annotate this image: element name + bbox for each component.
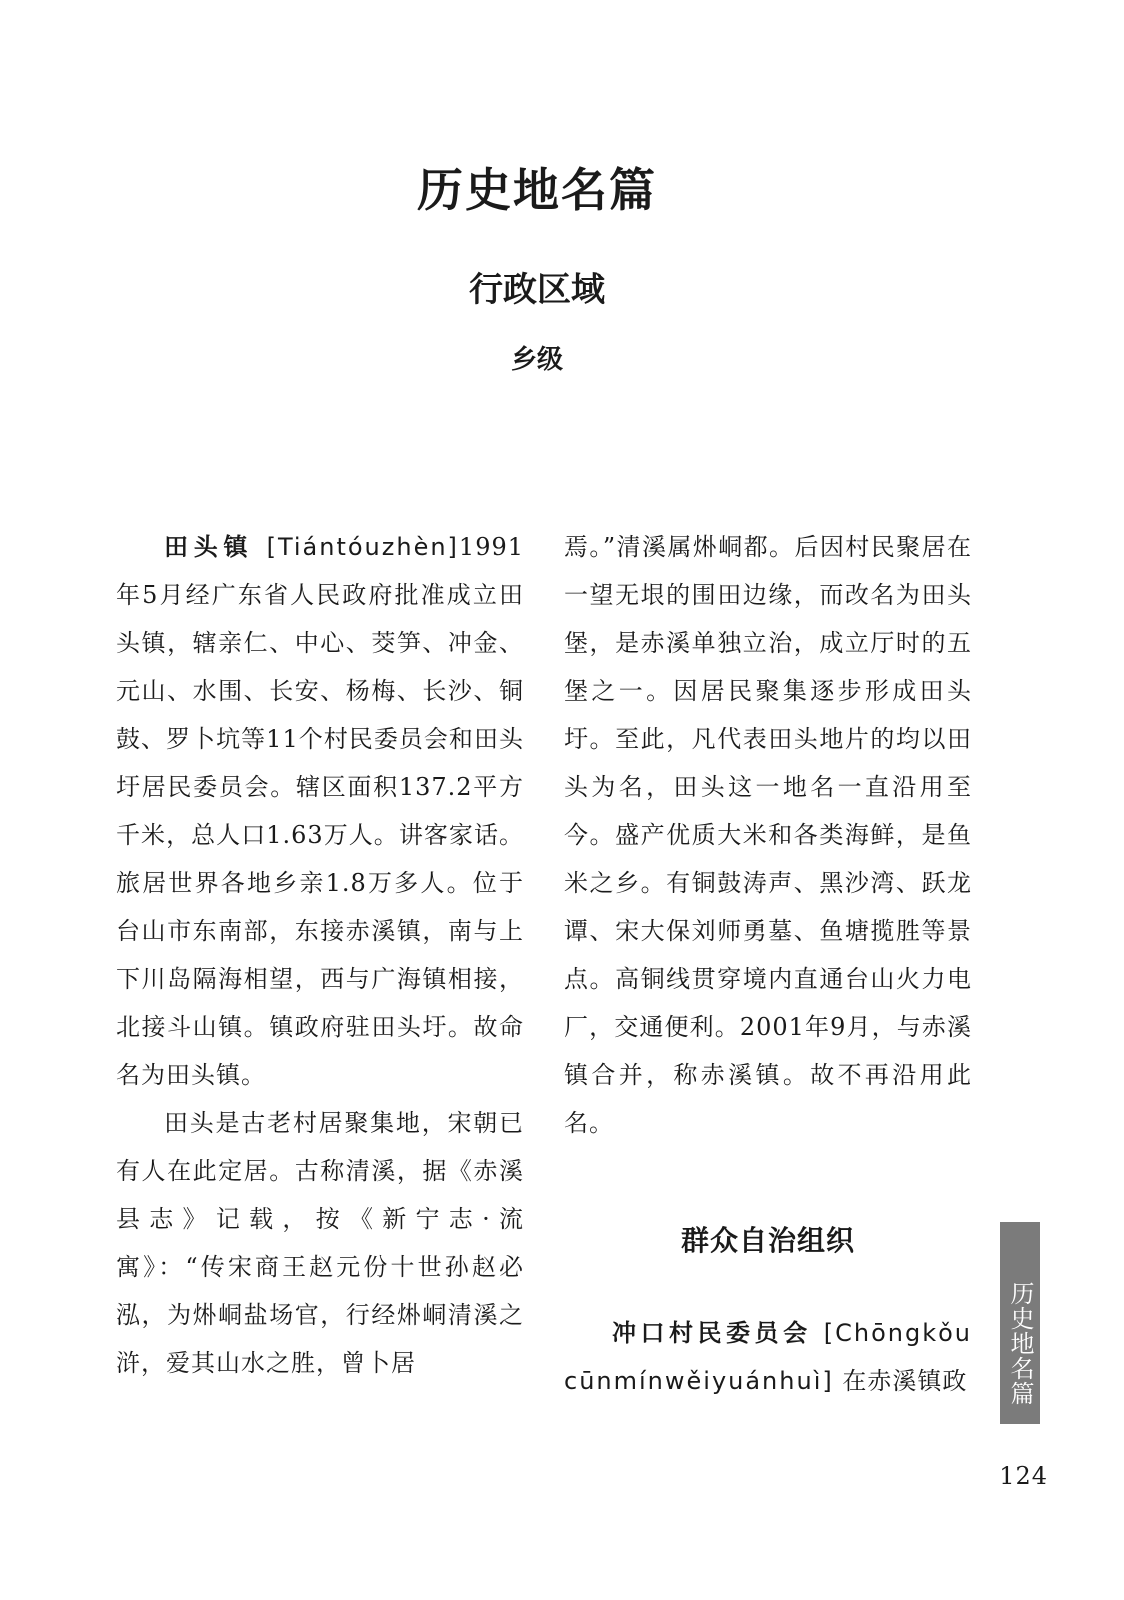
entry-text: 1991年5月经广东省人民政府批准成立田头镇，辖亲仁、中心、茭笋、冲金、元山、水围、长安、杨梅、长沙、铜鼓、罗卜坑等11个村民委员会和田头圩居民委员会。辖区面积137.2平方千米，总人口1.63万人。讲客家话。旅居世界各地乡亲1.8万多人。位于台山市东南部，东接赤溪镇，南与上下川岛隔海相望，西与广海镇相接，北接斗山镇。镇政府驻田头圩。故命名为田头镇。 xyxy=(116,533,524,1089)
history-paragraph: 田头是古老村居聚集地，宋朝已有人在此定居。古称清溪，据《赤溪县志》记载，按《新宁志·流寓》：“传宋商王赵元份十世孙赵必泓，为烞峒盐场官，行经烞峒清溪之浒，爱其山水之胜，曾卜居 xyxy=(116,1109,524,1377)
page-number: 124 xyxy=(999,1462,1048,1490)
page-title: 历史地名篇 xyxy=(417,163,657,217)
right-column xyxy=(564,523,972,1405)
entry-pinyin: [Tiántóuzhèn] xyxy=(266,533,459,561)
org-section-heading: 群众自治组织 xyxy=(680,1224,855,1257)
entry-name: 田头镇 xyxy=(164,533,254,561)
entry-paragraph xyxy=(116,523,524,1099)
org-entry-paragraph xyxy=(564,1309,972,1405)
chapter-side-tab: 历史地名篇 xyxy=(1000,1222,1040,1424)
section-title: 行政区域 xyxy=(469,270,605,310)
org-entry-text: 在赤溪镇政 xyxy=(842,1367,968,1395)
org-entry-pinyin: [Chōngkǒu cūnmínwěiyuánhuì] xyxy=(564,1319,972,1395)
sub-section-title: 乡级 xyxy=(510,345,563,375)
org-entry-name: 冲口村民委员会 xyxy=(612,1319,812,1347)
history-paragraph-continued: 焉。”清溪属烞峒都。后因村民聚居在一望无垠的围田边缘，而改名为田头堡，是赤溪单独立治，成立厅时的五堡之一。因居民聚集逐步形成田头圩。至此，凡代表田头地片的均以田头为名，田头这一地名一直沿用至今。盛产优质大米和各类海鲜，是鱼米之乡。有铜鼓涛声、黑沙湾、跃龙谭、宋大保刘师勇墓、鱼塘揽胜等景点。高铜线贯穿境内直通台山火力电厂，交通便利。2001年9月，与赤溪镇合并，称赤溪镇。故不再沿用此名。 xyxy=(564,533,972,1137)
left-column xyxy=(116,523,524,1387)
